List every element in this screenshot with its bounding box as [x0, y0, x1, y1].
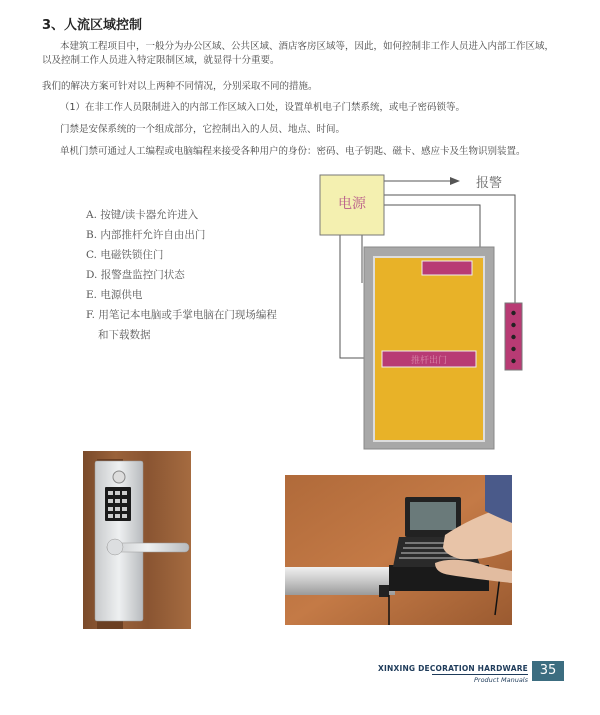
footer-brand: XINXING DECORATION HARDWARE	[378, 664, 528, 673]
paragraph-intro: 本建筑工程项目中，一般分为办公区域、公共区域、酒店客房区域等，因此，如何控制非工作人员进入内部工作区域，以及控制工作人员进入特定限制区域，就显得十分重要。	[42, 41, 555, 66]
door-panel	[374, 257, 484, 441]
key-cylinder	[113, 471, 125, 483]
paragraph-measure-1: （1）在非工作人员限制进入的内部工作区域入口处，设置单机电子门禁系统，或电子密码锁等。	[60, 102, 466, 113]
electromagnetic-lock	[422, 261, 472, 275]
section-heading: 3、人流区域控制	[42, 18, 143, 33]
footer-subtitle: Product Manuals	[473, 676, 528, 684]
arrow-icon	[450, 177, 460, 185]
list-item: C. 电磁铁锁住门	[86, 249, 164, 261]
access-control-diagram	[300, 165, 540, 455]
paragraph-access-control: 门禁是安保系统的一个组成部分，它控制出入的人员、地点、时间。	[60, 124, 346, 135]
list-item: B. 内部推杆允许自由出门	[86, 229, 206, 241]
feature-list	[86, 205, 277, 345]
paragraph-solution: 我们的解决方案可针对以上两种不同情况，分别采取不同的措施。	[42, 81, 318, 92]
push-bar-label: 推杆出门	[410, 356, 448, 366]
handheld-programming-photo	[285, 475, 512, 625]
list-item: D. 报警盘监控门状态	[86, 269, 185, 281]
footer-rule	[432, 674, 528, 675]
list-item: E. 电源供电	[86, 289, 143, 301]
alarm-label: 报警	[476, 176, 503, 191]
power-label: 电源	[338, 196, 366, 212]
push-bar	[285, 567, 395, 595]
list-item: A. 按键/读卡器允许进入	[86, 209, 199, 221]
list-item: 和下载数据	[98, 329, 151, 341]
paragraph-standalone: 单机门禁可通过人工编程或电脑编程来接受各种用户的身份：密码、电子钥匙、磁卡、感应卡及生物识别装置。	[60, 146, 526, 157]
door-lock-photo	[83, 451, 191, 629]
list-item: F. 用笔记本电脑或手掌电脑在门现场编程	[86, 309, 277, 321]
page-number: 35	[532, 661, 564, 681]
